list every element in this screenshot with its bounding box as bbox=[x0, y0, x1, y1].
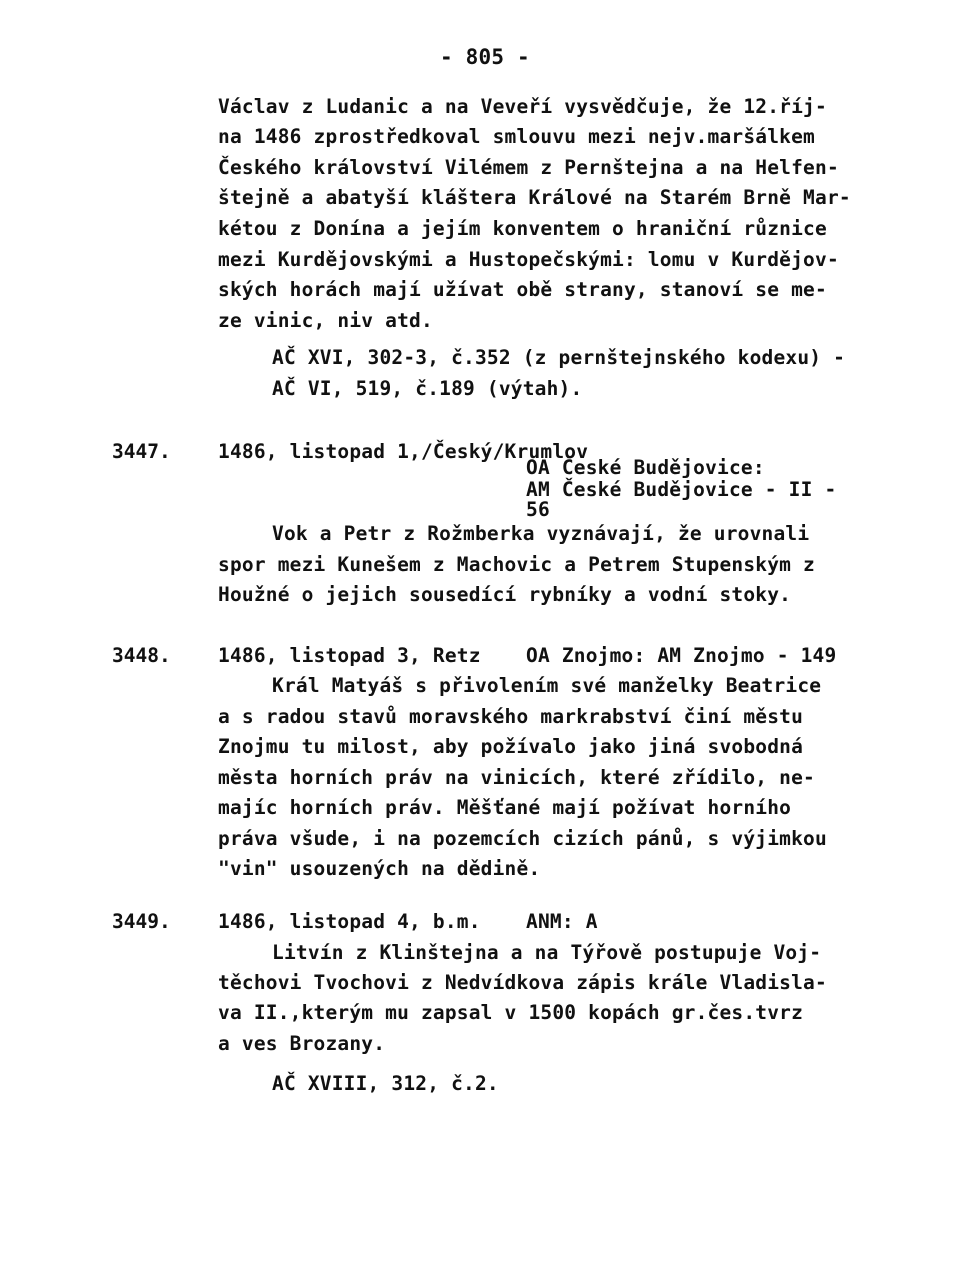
entry-text-line: mezi Kurdějovskými a Hustopečskými: lomu v Kurdějov- bbox=[218, 248, 839, 271]
source-citation: AČ VI, 519, č.189 (výtah). bbox=[272, 377, 583, 400]
entry-text-line: a s radou stavů moravského markrabství činí městu bbox=[218, 705, 804, 728]
entry-text-line: Litvín z Klinštejna a na Týřově postupuje Voj- bbox=[272, 941, 822, 964]
entry-text-line: těchovi Tvochovi z Nedvídkova zápis krále Vladisla- bbox=[218, 971, 827, 994]
entry-text-line: Českého království Vilémem z Pernštejna a na Helfen- bbox=[218, 156, 839, 179]
page-number: - 805 - bbox=[440, 45, 530, 69]
entry-date-place: 1486, listopad 3, Retz bbox=[218, 644, 481, 667]
entry-date-place: 1486, listopad 1,/Český/Krumlov bbox=[218, 440, 589, 463]
archive-reference: ANM: A bbox=[526, 910, 598, 933]
entry-text-line: majíc horních práv. Měšťané mají požívat horního bbox=[218, 796, 792, 819]
archive-reference: 56 bbox=[526, 498, 550, 521]
entry-text-line: kétou z Donína a jejím konventem o hraniční různice bbox=[218, 217, 827, 240]
entry-text-line: Houžné o jejich sousedící rybníky a vodní stoky. bbox=[218, 583, 792, 606]
archive-reference: AM České Budějovice - II - bbox=[526, 478, 837, 501]
entry-text-line: města horních práv na vinicích, které zřídilo, ne- bbox=[218, 766, 815, 789]
entry-number: 3448. bbox=[112, 644, 171, 667]
entry-number: 3447. bbox=[112, 440, 171, 463]
entry-text-line: va II.,kterým mu zapsal v 1500 kopách gr.čes.tvrz bbox=[218, 1001, 804, 1024]
entry-date-place: 1486, listopad 4, b.m. bbox=[218, 910, 481, 933]
entry-text-line: Václav z Ludanic a na Veveří vysvědčuje, že 12.říj- bbox=[218, 95, 827, 118]
source-citation: AČ XVIII, 312, č.2. bbox=[272, 1072, 499, 1095]
entry-text-line: Král Matyáš s přivolením své manželky Beatrice bbox=[272, 674, 822, 697]
entry-text-line: Vok a Petr z Rožmberka vyznávají, že urovnali bbox=[272, 522, 810, 545]
archive-reference: OA Znojmo: AM Znojmo - 149 bbox=[526, 644, 837, 667]
entry-text-line: spor mezi Kunešem z Machovic a Petrem Stupenským z bbox=[218, 553, 815, 576]
archive-reference: OA České Budějovice: bbox=[526, 456, 765, 479]
entry-text-line: Znojmu tu milost, aby požívalo jako jiná svobodná bbox=[218, 735, 804, 758]
entry-text-line: práva všude, i na pozemcích cizích pánů, s výjimkou bbox=[218, 827, 827, 850]
entry-number: 3449. bbox=[112, 910, 171, 933]
entry-text-line: štejně a abatyší kláštera Králové na Starém Brně Mar- bbox=[218, 186, 851, 209]
entry-text-line: ze vinic, niv atd. bbox=[218, 309, 433, 332]
entry-text-line: ských horách mají užívat obě strany, stanoví se me- bbox=[218, 278, 827, 301]
entry-text-line: na 1486 zprostředkoval smlouvu mezi nejv.maršálkem bbox=[218, 125, 815, 148]
entry-text-line: "vin" usouzených na dědině. bbox=[218, 857, 541, 880]
entry-text-line: a ves Brozany. bbox=[218, 1032, 386, 1055]
source-citation: AČ XVI, 302-3, č.352 (z pernštejnského kodexu) - bbox=[272, 346, 846, 369]
